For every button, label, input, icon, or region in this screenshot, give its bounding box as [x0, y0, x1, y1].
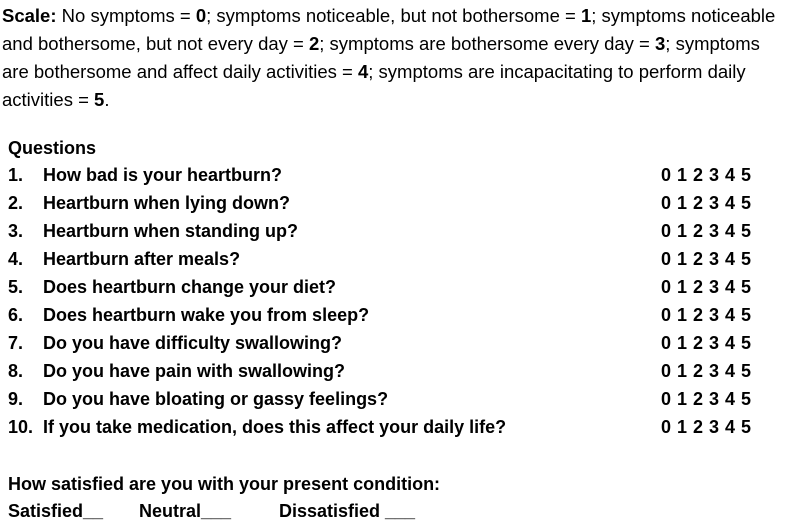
- scale-text-5: ; symptoms are incapacitating to perform daily activities =: [2, 61, 746, 110]
- question-scale: 0 1 2 3 4 5: [661, 305, 752, 325]
- scale-text-1: ; symptoms noticeable, but not bothersome =: [206, 5, 581, 26]
- question-number: 9.: [8, 389, 24, 409]
- question-row: [8, 329, 788, 357]
- question-row: [8, 385, 788, 413]
- satisfaction-options: [8, 497, 415, 525]
- scale-text-4: ; symptoms are bothersome and affect daily activities =: [2, 33, 760, 82]
- question-row: [8, 189, 788, 217]
- question-number: 4.: [8, 249, 24, 269]
- question-text: How bad is your heartburn?: [43, 165, 283, 185]
- question-text: Heartburn when lying down?: [43, 193, 290, 213]
- question-text: Does heartburn wake you from sleep?: [43, 305, 370, 325]
- scale-text-2: ; symptoms noticeable and bothersome, but not every day =: [2, 5, 776, 54]
- question-number: 7.: [8, 333, 24, 353]
- question-scale: 0 1 2 3 4 5: [661, 165, 752, 185]
- question-number: 6.: [8, 305, 24, 325]
- question-scale: 0 1 2 3 4 5: [661, 277, 752, 297]
- question-row: [8, 217, 788, 245]
- question-scale: 0 1 2 3 4 5: [661, 417, 752, 437]
- question-text: Do you have bloating or gassy feelings?: [43, 389, 389, 409]
- neutral-option[interactable]: Neutral___: [139, 501, 232, 521]
- question-row: [8, 245, 788, 273]
- scale-value-3: 3: [655, 33, 666, 54]
- question-row: [8, 413, 788, 441]
- satisfied-option[interactable]: Satisfied__: [8, 501, 104, 521]
- scale-value-5: 5: [94, 89, 105, 110]
- question-number: 5.: [8, 277, 24, 297]
- question-text: Heartburn after meals?: [43, 249, 241, 269]
- question-number: 2.: [8, 193, 24, 213]
- question-number: 10.: [8, 417, 34, 437]
- question-scale: 0 1 2 3 4 5: [661, 193, 752, 213]
- questions-heading: Questions: [8, 138, 97, 158]
- question-text: If you take medication, does this affect your daily life?: [43, 417, 507, 437]
- scale-value-2: 2: [308, 33, 320, 54]
- scale-label: Scale:: [2, 5, 57, 26]
- scale-value-1: 1: [580, 5, 592, 26]
- question-scale: 0 1 2 3 4 5: [661, 333, 752, 353]
- scale-end: .: [104, 89, 110, 110]
- question-row: [8, 357, 788, 385]
- question-scale: 0 1 2 3 4 5: [661, 249, 752, 269]
- scale-value-4: 4: [357, 61, 369, 82]
- question-number: 8.: [8, 361, 24, 381]
- question-scale: 0 1 2 3 4 5: [661, 361, 752, 381]
- satisfaction-question: How satisfied are you with your present condition:: [8, 474, 441, 494]
- question-number: 1.: [8, 165, 24, 185]
- question-text: Heartburn when standing up?: [43, 221, 298, 241]
- scale-description: [2, 2, 787, 114]
- question-row: [8, 301, 788, 329]
- question-text: Do you have difficulty swallowing?: [43, 333, 343, 353]
- scale-text-0: No symptoms =: [56, 5, 196, 26]
- question-row: [8, 161, 788, 189]
- question-text: Does heartburn change your diet?: [43, 277, 337, 297]
- question-row: [8, 273, 788, 301]
- question-scale: 0 1 2 3 4 5: [661, 221, 752, 241]
- question-text: Do you have pain with swallowing?: [43, 361, 346, 381]
- question-scale: 0 1 2 3 4 5: [661, 389, 752, 409]
- dissatisfied-option[interactable]: Dissatisfied ___: [279, 501, 416, 521]
- question-number: 3.: [8, 221, 24, 241]
- scale-text-3: ; symptoms are bothersome every day =: [319, 33, 655, 54]
- scale-value-0: 0: [195, 5, 207, 26]
